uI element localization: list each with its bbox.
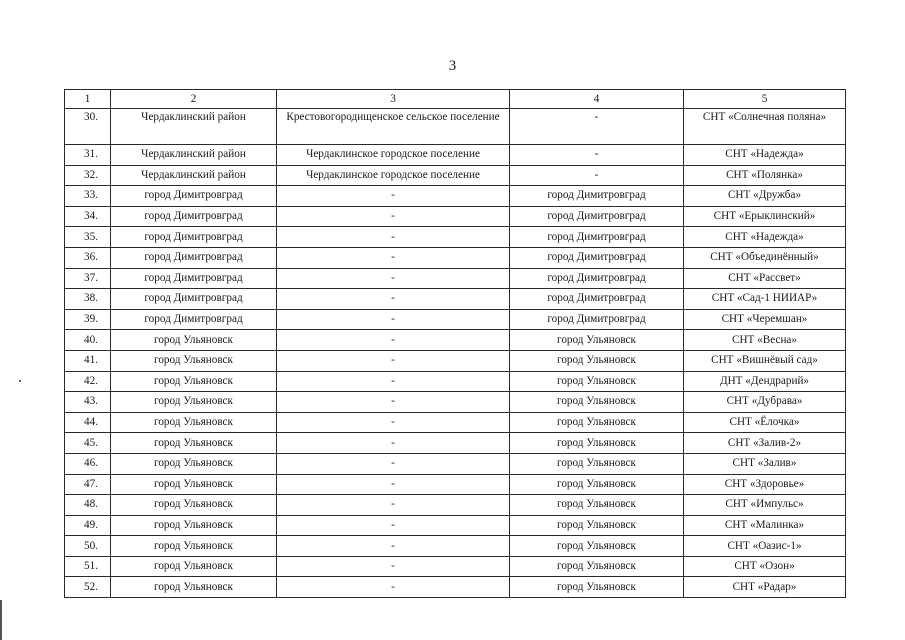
table-row xyxy=(65,453,846,474)
settlement-cell: - xyxy=(277,186,510,207)
table-row xyxy=(65,392,846,413)
association-name-cell: СНТ «Малинка» xyxy=(684,515,846,536)
association-name-cell: СНТ «Ерыклинский» xyxy=(684,206,846,227)
table-row xyxy=(65,145,846,166)
district-cell: город Ульяновск xyxy=(111,515,277,536)
settlement-cell: - xyxy=(277,412,510,433)
district-cell: город Ульяновск xyxy=(111,392,277,413)
association-name-cell: СНТ «Дружба» xyxy=(684,186,846,207)
table-row xyxy=(65,515,846,536)
table-row xyxy=(65,433,846,454)
table-row xyxy=(65,536,846,557)
district-cell: город Ульяновск xyxy=(111,350,277,371)
settlement-cell: - xyxy=(277,206,510,227)
row-number-cell: 49. xyxy=(65,515,111,536)
settlement-cell: - xyxy=(277,577,510,598)
scan-edge-mark xyxy=(0,600,2,640)
district-cell: город Ульяновск xyxy=(111,371,277,392)
table-row xyxy=(65,330,846,351)
row-number-cell: 41. xyxy=(65,350,111,371)
district-cell: город Ульяновск xyxy=(111,495,277,516)
table-row xyxy=(65,350,846,371)
table-row xyxy=(65,247,846,268)
association-name-cell: ДНТ «Дендрарий» xyxy=(684,371,846,392)
row-number-cell: 46. xyxy=(65,453,111,474)
table-row xyxy=(65,309,846,330)
settlement-cell: - xyxy=(277,474,510,495)
row-number-cell: 37. xyxy=(65,268,111,289)
row-number-cell: 39. xyxy=(65,309,111,330)
district-cell: город Димитровград xyxy=(111,186,277,207)
district-cell: город Ульяновск xyxy=(111,474,277,495)
table-row xyxy=(65,495,846,516)
settlement-cell: - xyxy=(277,330,510,351)
table-row xyxy=(65,289,846,310)
column-header: 3 xyxy=(277,90,510,109)
row-number-cell: 52. xyxy=(65,577,111,598)
settlement-cell: - xyxy=(277,536,510,557)
settlement-cell: - xyxy=(277,515,510,536)
association-name-cell: СНТ «Надежда» xyxy=(684,227,846,248)
association-name-cell: СНТ «Озон» xyxy=(684,556,846,577)
settlement-cell: - xyxy=(277,309,510,330)
row-number-cell: 35. xyxy=(65,227,111,248)
district-cell: Чердаклинский район xyxy=(111,165,277,186)
city-cell: город Димитровград xyxy=(510,227,684,248)
association-name-cell: СНТ «Черемшан» xyxy=(684,309,846,330)
association-name-cell: СНТ «Объединённый» xyxy=(684,247,846,268)
row-number-cell: 36. xyxy=(65,247,111,268)
header-row xyxy=(65,90,846,109)
settlement-cell: - xyxy=(277,289,510,310)
settlement-cell: - xyxy=(277,350,510,371)
association-name-cell: СНТ «Вишнёвый сад» xyxy=(684,350,846,371)
column-header: 2 xyxy=(111,90,277,109)
association-name-cell: СНТ «Рассвет» xyxy=(684,268,846,289)
association-name-cell: СНТ «Солнечная поляна» xyxy=(684,109,846,145)
page-number: 3 xyxy=(448,58,457,74)
table-row xyxy=(65,109,846,145)
row-number-cell: 48. xyxy=(65,495,111,516)
city-cell: город Димитровград xyxy=(510,186,684,207)
row-number-cell: 45. xyxy=(65,433,111,454)
city-cell: город Ульяновск xyxy=(510,330,684,351)
city-cell: город Ульяновск xyxy=(510,371,684,392)
column-header: 5 xyxy=(684,90,846,109)
row-number-cell: 40. xyxy=(65,330,111,351)
city-cell: город Димитровград xyxy=(510,206,684,227)
settlement-cell: Чердаклинское городское поселение xyxy=(277,165,510,186)
table-row xyxy=(65,371,846,392)
settlement-cell: - xyxy=(277,392,510,413)
city-cell: город Димитровград xyxy=(510,268,684,289)
row-number-cell: 47. xyxy=(65,474,111,495)
city-cell: город Ульяновск xyxy=(510,392,684,413)
city-cell: город Ульяновск xyxy=(510,495,684,516)
city-cell: город Ульяновск xyxy=(510,350,684,371)
district-cell: город Димитровград xyxy=(111,206,277,227)
table-row xyxy=(65,165,846,186)
association-name-cell: СНТ «Залив-2» xyxy=(684,433,846,454)
city-cell: город Ульяновск xyxy=(510,577,684,598)
association-name-cell: СНТ «Надежда» xyxy=(684,145,846,166)
city-cell: - xyxy=(510,109,684,145)
district-cell: город Ульяновск xyxy=(111,330,277,351)
district-cell: город Димитровград xyxy=(111,289,277,310)
column-header: 4 xyxy=(510,90,684,109)
settlement-cell: - xyxy=(277,247,510,268)
association-name-cell: СНТ «Ёлочка» xyxy=(684,412,846,433)
settlement-cell: Крестовогородищенское сельское поселение xyxy=(277,109,510,145)
district-cell: город Димитровград xyxy=(111,309,277,330)
table-row xyxy=(65,206,846,227)
row-number-cell: 30. xyxy=(65,109,111,145)
association-name-cell: СНТ «Радар» xyxy=(684,577,846,598)
row-number-cell: 42. xyxy=(65,371,111,392)
district-cell: Чердаклинский район xyxy=(111,109,277,145)
city-cell: город Ульяновск xyxy=(510,453,684,474)
district-cell: Чердаклинский район xyxy=(111,145,277,166)
column-header: 1 xyxy=(65,90,111,109)
association-name-cell: СНТ «Сад-1 НИИАР» xyxy=(684,289,846,310)
row-number-cell: 43. xyxy=(65,392,111,413)
registry-table xyxy=(64,89,846,598)
table-row xyxy=(65,577,846,598)
association-name-cell: СНТ «Импульс» xyxy=(684,495,846,516)
city-cell: город Ульяновск xyxy=(510,536,684,557)
settlement-cell: - xyxy=(277,268,510,289)
table-row xyxy=(65,268,846,289)
table-row xyxy=(65,412,846,433)
table-row xyxy=(65,556,846,577)
row-number-cell: 38. xyxy=(65,289,111,310)
settlement-cell: - xyxy=(277,227,510,248)
settlement-cell: - xyxy=(277,495,510,516)
city-cell: город Димитровград xyxy=(510,247,684,268)
settlement-cell: - xyxy=(277,556,510,577)
city-cell: - xyxy=(510,145,684,166)
city-cell: город Димитровград xyxy=(510,289,684,310)
table-row xyxy=(65,227,846,248)
association-name-cell: СНТ «Оазис-1» xyxy=(684,536,846,557)
city-cell: город Ульяновск xyxy=(510,556,684,577)
city-cell: город Димитровград xyxy=(510,309,684,330)
association-name-cell: СНТ «Дубрава» xyxy=(684,392,846,413)
row-number-cell: 51. xyxy=(65,556,111,577)
city-cell: город Ульяновск xyxy=(510,515,684,536)
city-cell: город Ульяновск xyxy=(510,412,684,433)
district-cell: город Ульяновск xyxy=(111,556,277,577)
settlement-cell: - xyxy=(277,371,510,392)
row-number-cell: 34. xyxy=(65,206,111,227)
district-cell: город Ульяновск xyxy=(111,453,277,474)
district-cell: город Ульяновск xyxy=(111,433,277,454)
association-name-cell: СНТ «Полянка» xyxy=(684,165,846,186)
association-name-cell: СНТ «Здоровье» xyxy=(684,474,846,495)
district-cell: город Ульяновск xyxy=(111,412,277,433)
table-row xyxy=(65,474,846,495)
city-cell: город Ульяновск xyxy=(510,474,684,495)
district-cell: город Ульяновск xyxy=(111,536,277,557)
row-number-cell: 50. xyxy=(65,536,111,557)
district-cell: город Димитровград xyxy=(111,268,277,289)
district-cell: город Димитровград xyxy=(111,247,277,268)
association-name-cell: СНТ «Залив» xyxy=(684,453,846,474)
scan-speck xyxy=(19,380,21,382)
settlement-cell: Чердаклинское городское поселение xyxy=(277,145,510,166)
city-cell: город Ульяновск xyxy=(510,433,684,454)
table-row xyxy=(65,186,846,207)
row-number-cell: 44. xyxy=(65,412,111,433)
city-cell: - xyxy=(510,165,684,186)
district-cell: город Димитровград xyxy=(111,227,277,248)
settlement-cell: - xyxy=(277,453,510,474)
row-number-cell: 32. xyxy=(65,165,111,186)
association-name-cell: СНТ «Весна» xyxy=(684,330,846,351)
district-cell: город Ульяновск xyxy=(111,577,277,598)
settlement-cell: - xyxy=(277,433,510,454)
row-number-cell: 31. xyxy=(65,145,111,166)
row-number-cell: 33. xyxy=(65,186,111,207)
